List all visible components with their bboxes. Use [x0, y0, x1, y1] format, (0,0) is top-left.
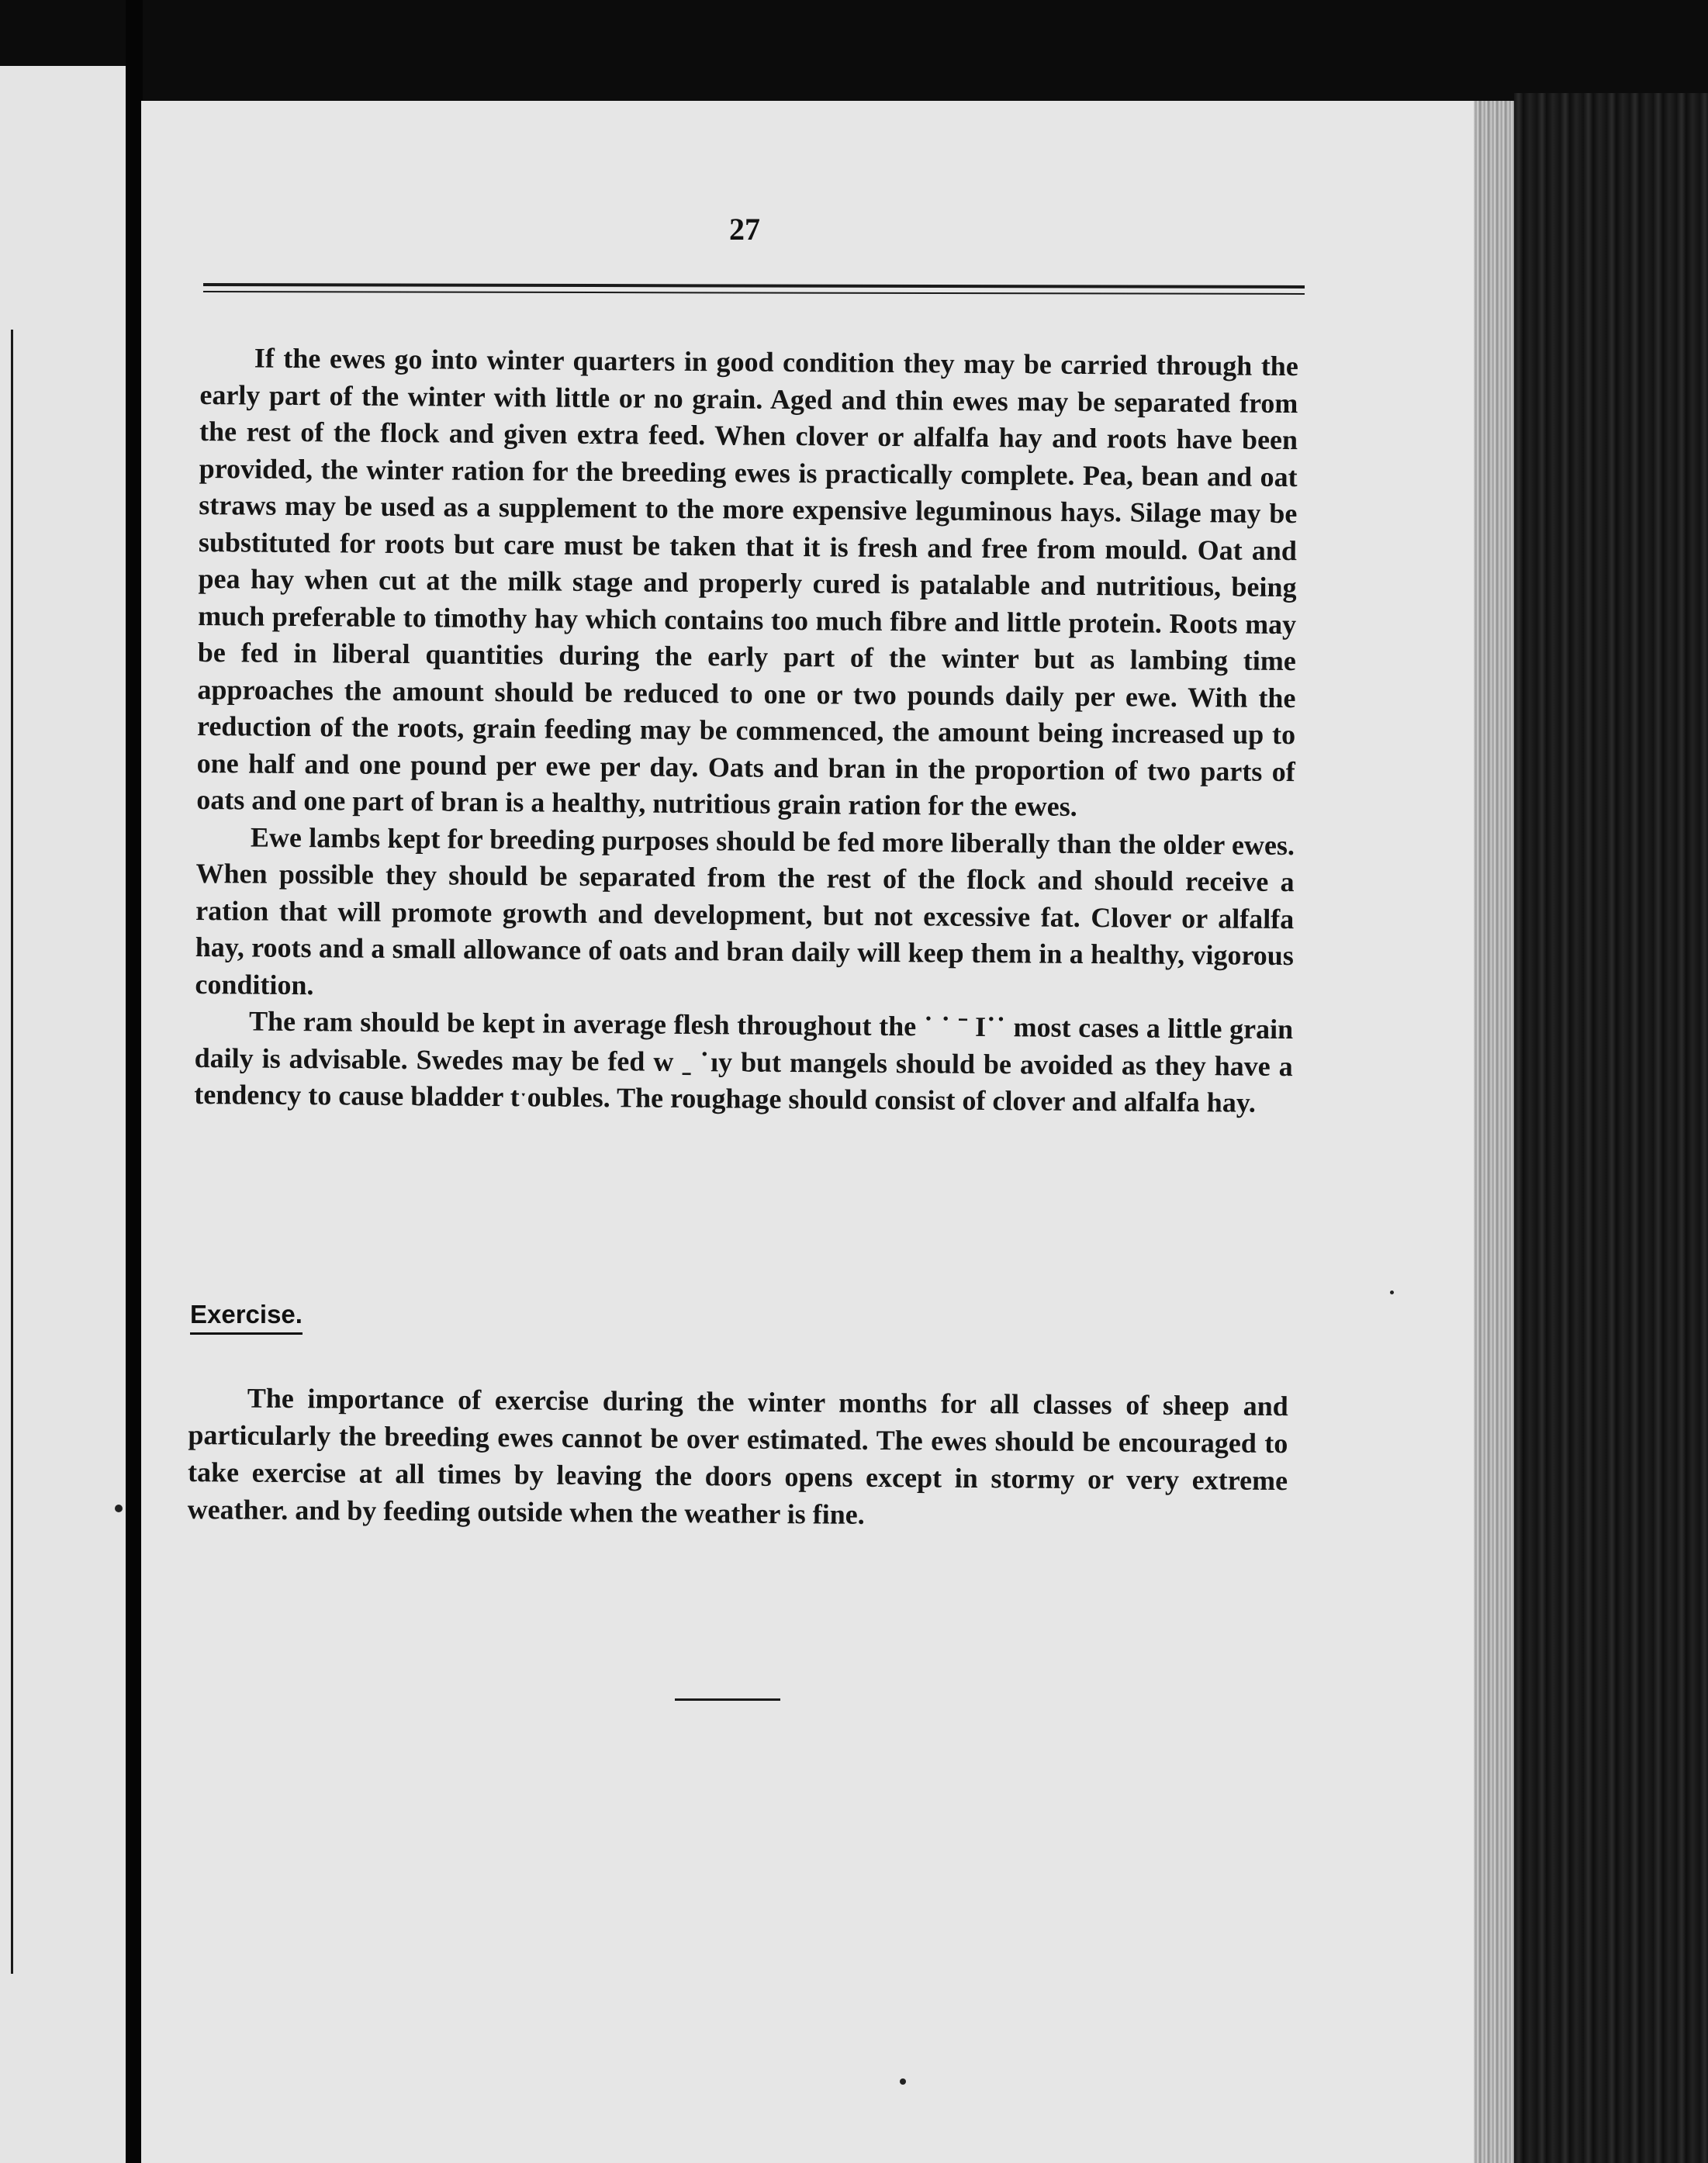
paragraph-ram: The ram should be kept in average flesh throughout the ˙ ˙ ˉ I˙˙ most cases a little grain daily is advisable. Swedes may be fed w ˍ ˙ıy but mangels should be avoided as they have a tendency to cause bladder tˑoubles. The roughage should consist of clover and alfalfa hay.	[194, 1005, 1294, 1118]
exercise-text-block	[187, 1379, 1288, 1536]
book-cover-edge	[1514, 93, 1708, 2163]
page-stack-edge	[1474, 101, 1514, 2163]
book-gutter	[126, 0, 143, 2163]
scan-speck	[900, 2078, 906, 2085]
end-of-text-rule	[675, 1698, 780, 1701]
scan-speck	[1390, 1291, 1394, 1294]
scan-speck	[115, 1505, 123, 1512]
paragraph-exercise: The importance of exercise during the winter months for all classes of sheep and particularly the breeding ewes cannot be over estimated. The ewes should be encouraged to take exercise at all times by leaving the doors opens except in stormy or very extreme weather. and by feeding outside when the weather is fine.	[187, 1382, 1288, 1530]
page-number: 27	[729, 212, 760, 247]
section-heading-exercise: Exercise.	[190, 1300, 303, 1335]
main-text-block	[194, 340, 1298, 1122]
facing-page-edge	[0, 66, 126, 2163]
facing-page-border-line	[11, 330, 13, 1974]
paragraph-winter-feeding: If the ewes go into winter quarters in good condition they may be carried through the early part of the winter with little or no grain. Aged and thin ewes may be separated from the rest of the flock and given extra feed. When clover or alfalfa hay and roots have been provided, the winter ration for the breeding ewes is practically complete. Pea, bean and oat straws may be used as a supplement to the more expensive leguminous hays. Silage may be substituted for roots but care must be taken that it is fresh and free from mould. Oat and pea hay when cut at the milk stage and properly cured is patalable and nutritious, being much preferable to timothy hay which contains too much fibre and little protein. Roots may be fed in liberal quantities during the early part of the winter but as lambing time approaches the amount should be reduced to one or two pounds daily per ewe. With the reduction of the roots, grain feeding may be commenced, the amount being increased up to one half and one pound per ewe per day. Oats and bran in the proportion of two parts of oats and one part of bran is a healthy, nutritious grain ration for the ewes.	[196, 342, 1298, 822]
paragraph-ewe-lambs: Ewe lambs kept for breeding purposes should be fed more liberally than the older ewes. When possible they should be separated from the rest of the flock and should receive a ration that will promote growth and development, but not excessive fat. Clover or alfalfa hay, roots and a small allowance of oats and bran daily will keep them in a healthy, vigorous condition.	[195, 821, 1295, 1000]
